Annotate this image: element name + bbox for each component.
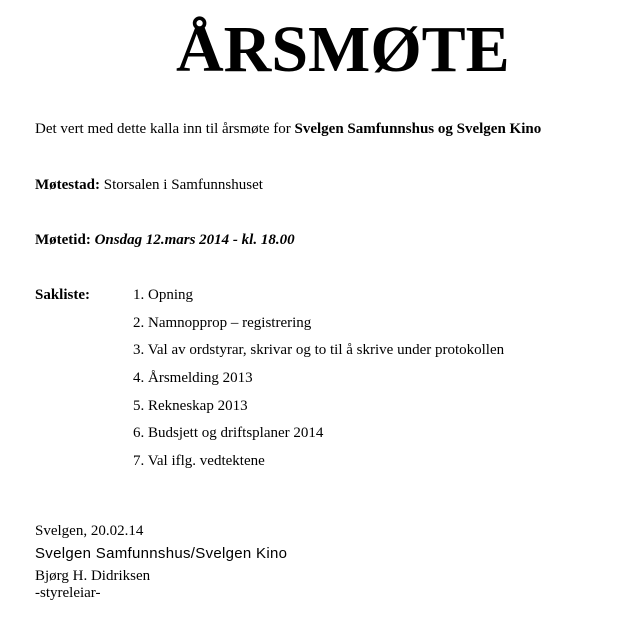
- meeting-time-label: Møtetid:: [35, 232, 91, 248]
- footer-signer-role: -styreleiar-: [35, 585, 101, 601]
- agenda-item: 4. Årsmelding 2013: [133, 370, 253, 387]
- agenda-item: 6. Budsjett og driftsplaner 2014: [133, 425, 324, 442]
- meeting-place-label: Møtestad:: [35, 177, 100, 193]
- invitation-organization: Svelgen Samfunnshus og Svelgen Kino: [294, 121, 542, 137]
- agenda-item: 7. Val iflg. vedtektene: [133, 453, 265, 470]
- document-title: ÅRSMØTE: [176, 13, 510, 86]
- invitation-prefix: Det vert med dette kalla inn til årsmøte for: [35, 121, 295, 137]
- invitation-text: [35, 119, 541, 139]
- agenda-list: [133, 285, 504, 479]
- agenda-item: 1. Opning: [133, 287, 193, 303]
- meeting-place: [35, 175, 263, 195]
- agenda-label: Sakliste:: [35, 287, 91, 303]
- meeting-place-value: Storsalen i Samfunnshuset: [103, 177, 263, 193]
- footer-signer-name: Bjørg H. Didriksen: [35, 568, 151, 584]
- agenda-item: 5. Rekneskap 2013: [133, 397, 248, 414]
- meeting-time-value: Onsdag 12.mars 2014 - kl. 18.00: [94, 232, 295, 248]
- agenda-item: 3. Val av ordstyrar, skrivar og to til å skrive under protokollen: [133, 342, 505, 359]
- footer-place-date: Svelgen, 20.02.14: [35, 523, 144, 539]
- agenda-item: 2. Namnopprop – registrering: [133, 314, 312, 331]
- footer-organization: Svelgen Samfunnshus/Svelgen Kino: [35, 545, 288, 562]
- meeting-time: [35, 230, 295, 250]
